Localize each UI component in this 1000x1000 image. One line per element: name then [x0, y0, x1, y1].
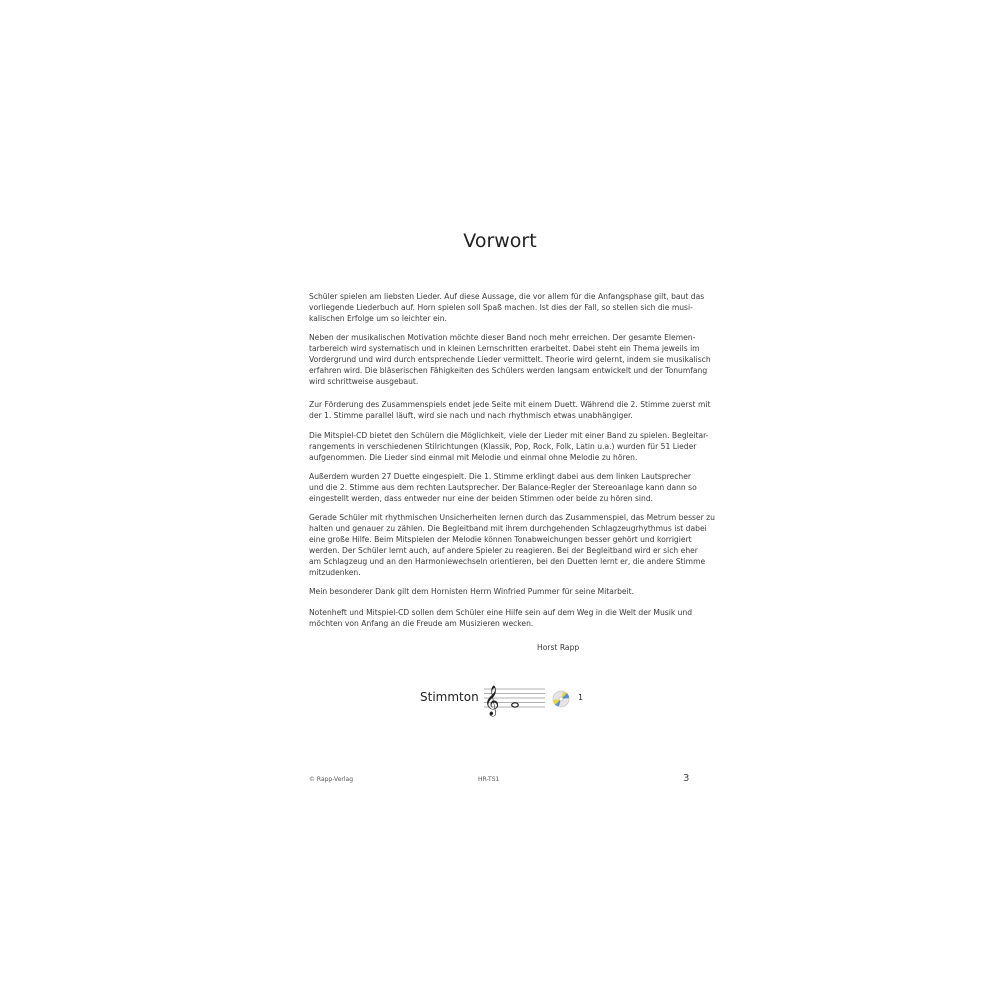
signature: Horst Rapp [537, 643, 580, 652]
paragraph [309, 513, 715, 578]
paragraph [309, 431, 709, 464]
copyright: © Rapp-Verlag [309, 776, 354, 783]
text-line: werden. Der Schüler lernt auch, auf andere Spieler zu reagieren. Bei der Begleitband wird er sich eher [309, 545, 698, 555]
text-line: am Schlagzeug und an den Harmoniewechseln orientieren, bei den Duetten lernt er, die andere Stimme [309, 556, 706, 566]
paragraph [309, 608, 691, 630]
paragraph [309, 400, 711, 422]
text-line: Vordergrund und wird durch entsprechende Lieder vermittelt. Theorie wird gelernt, indem sie musikalisch [309, 354, 711, 364]
track-number: 1 [578, 693, 584, 702]
text-line: eine große Hilfe. Beim Mitspielen der Melodie können Tonabweichungen besser gehört und korrigiert [309, 534, 692, 544]
text-line: mitzudenken. [309, 567, 361, 577]
paragraph [309, 333, 711, 388]
text-line: eingestellt werden, dass entweder nur eine der beiden Stimmen oder beide zu hören sind. [309, 493, 654, 503]
page-title: Vorwort [463, 230, 537, 252]
svg-text:𝄞: 𝄞 [484, 686, 500, 716]
text-line: vorliegende Liederbuch auf. Horn spielen soll Spaß machen. Ist dies der Fall, so stellen sich die musi- [309, 302, 693, 312]
text-line: möchten von Anfang an die Freude am Musizieren wecken. [309, 618, 534, 628]
text-line: Notenheft und Mitspiel-CD sollen dem Schüler eine Hilfe sein auf dem Weg in die Welt der Musik und [309, 608, 693, 617]
text-line: Gerade Schüler mit rhythmischen Unsicherheiten lernen durch das Zusammenspiel, das Metrum besser zu [309, 513, 715, 522]
text-line: und die 2. Stimme aus dem rechten Lautsprecher. Der Balance-Regler der Stereoanlage kann dann so [309, 482, 697, 492]
text-line: rangements in verschiedenen Stilrichtungen (Klassik, Pop, Rock, Folk, Latin u.a.) wurden für 51 Lieder [309, 441, 697, 451]
text-line: Mein besonderer Dank gilt dem Hornisten Herrn Winfried Pummer für seine Mitarbeit. [309, 587, 635, 596]
tuning-label: Stimmton [420, 690, 479, 704]
text-line: halten und genauer zu zählen. Die Begleitband mit ihrem durchgehenden Schlagzeugrhythmus ist dabei [309, 523, 707, 533]
text-line: Neben der musikalischen Motivation möchte dieser Band noch mehr erreichen. Der gesamte Elemen- [309, 333, 696, 342]
text-line: der 1. Stimme parallel läuft, wird sie nach und nach rhythmisch etwas unabhängiger. [309, 410, 633, 420]
text-line: erfahren wird. Die bläserischen Fähigkeiten des Schülers werden langsam entwickelt und der Tonumfang [309, 365, 708, 375]
text-line: kalischen Erfolge um so leichter ein. [309, 313, 447, 323]
text-line: aufgenommen. Die Lieder sind einmal mit Melodie und einmal ohne Melodie zu hören. [309, 452, 638, 462]
text-line: Außerdem wurden 27 Duette eingespielt. Die 1. Stimme erklingt dabei aus dem linken Lautsprecher [309, 472, 691, 481]
paragraph [309, 292, 705, 325]
text-line: Zur Förderung des Zusammenspiels endet jede Seite mit einem Duett. Während die 2. Stimme zuerst mit [309, 400, 711, 409]
cd-icon [552, 690, 570, 708]
treble-clef-staff-icon [482, 680, 546, 720]
paragraph [309, 587, 691, 598]
page-number: 3 [683, 773, 690, 784]
catalog-code: HR-TS1 [478, 776, 500, 783]
text-line: wird schrittweise ausgebaut. [309, 376, 419, 386]
paragraph [309, 472, 697, 505]
text-line: tarbereich wird systematisch und in kleinen Lernschritten erarbeitet. Dabei steht ein Thema jeweils im [309, 343, 700, 353]
text-line: Schüler spielen am liebsten Lieder. Auf diese Aussage, die vor allem für die Anfangsphase gilt, baut das [309, 292, 705, 301]
text-line: Die Mitspiel-CD bietet den Schülern die Möglichkeit, viele der Lieder mit einer Band zu spielen. Begleitar- [309, 431, 709, 440]
